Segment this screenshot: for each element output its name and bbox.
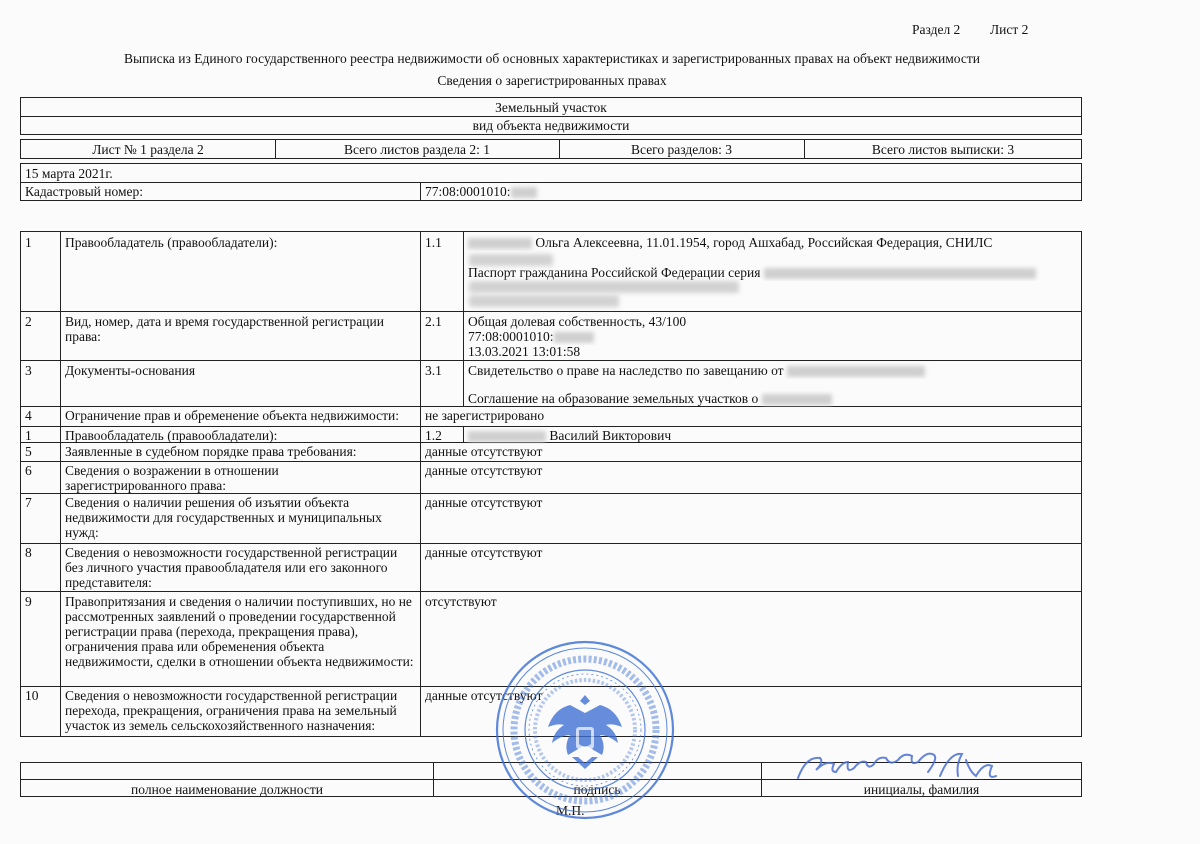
total-sections: Всего разделов: 3 <box>631 142 732 157</box>
row-1b-number: 1 <box>25 428 32 443</box>
row-8-label: Сведения о невозможности государственной регистрации без личного участия правообладателя или его законного представителя: <box>65 545 398 590</box>
row-2-reg-date: 13.03.2021 13:01:58 <box>468 344 581 359</box>
row-3-number: 3 <box>25 363 32 378</box>
row-7-label: Сведения о наличии решения об изъятии объекта недвижимости для государственных и муниципальных нужд: <box>65 495 382 540</box>
row-10-value: данные отсутствуют <box>425 688 543 703</box>
row-10-number: 10 <box>25 688 39 703</box>
object-kind-caption: вид объекта недвижимости <box>472 118 630 133</box>
position-caption: полное наименование должности <box>131 782 323 797</box>
date-cadastral-box <box>20 163 1082 201</box>
name-caption: инициалы, фамилия <box>863 782 980 797</box>
row-6-value: данные отсутствуют <box>425 463 543 478</box>
row-1b-owner: Василий Викторович <box>464 427 1081 444</box>
seal-caption: М.П. <box>556 803 585 818</box>
official-seal-stamp <box>490 635 680 825</box>
row-8-value: данные отсутствуют <box>425 545 543 560</box>
row-8-number: 8 <box>25 545 32 560</box>
row-4-number: 4 <box>25 408 32 423</box>
row-2-number: 2 <box>25 314 32 329</box>
row-4-label: Ограничение прав и обременение объекта недвижимости: <box>65 408 399 423</box>
row-9-label: Правопритязания и сведения о наличии поступивших, но не рассмотренных заявлений о проведении государственной регистрации права (перехода, прекращения права), ограничения права или обременения объекта недвижимости, сделки в отношении объекта недвижимости: <box>65 594 414 669</box>
row-3-doc-2: Соглашение на образование земельных участков о <box>464 390 1081 407</box>
cadastral-label: Кадастровый номер: <box>25 184 144 199</box>
row-5-label: Заявленные в судебном порядке права требования: <box>65 444 357 459</box>
row-3-sub: 3.1 <box>425 363 442 378</box>
sheet-label: Лист 2 <box>990 22 1029 37</box>
signature-caption: подпись <box>573 782 621 797</box>
row-7-number: 7 <box>25 495 32 510</box>
handwritten-signature <box>790 748 1030 794</box>
row-1-number: 1 <box>25 235 32 250</box>
row-9-value: отсутствуют <box>425 594 497 609</box>
row-5-value: данные отсутствуют <box>425 444 543 459</box>
row-3-doc-1: Свидетельство о праве на наследство по завещанию от <box>464 362 1081 379</box>
row-1-owner: Ольга Алексеевна, 11.01.1954, город Ашхабад, Российская Федерация, СНИЛС <box>464 234 1081 251</box>
row-4-value: не зарегистрировано <box>425 408 545 423</box>
extract-date: 15 марта 2021г. <box>25 166 113 181</box>
eagle-emblem-icon <box>548 695 622 769</box>
row-6-label: Сведения о возражении в отношении зарегистрированного права: <box>65 463 279 493</box>
row-1-label: Правообладатель (правообладатели): <box>65 235 278 250</box>
row-3-label: Документы-основания <box>65 363 196 378</box>
total-extract-sheets: Всего листов выписки: 3 <box>871 142 1015 157</box>
row-6-number: 6 <box>25 463 32 478</box>
row-1-sub: 1.1 <box>425 235 442 250</box>
sheets-row <box>20 139 1082 159</box>
row-2-right-type: Общая долевая собственность, 43/100 <box>468 314 687 329</box>
row-5-number: 5 <box>25 444 32 459</box>
row-1-passport: Паспорт гражданина Российской Федерации серия <box>464 264 1081 281</box>
row-10-label: Сведения о невозможности государственной регистрации перехода, прекращения, ограничения права на земельный участок из земель сельскохозяйственного назначения: <box>65 688 398 733</box>
object-type-box <box>20 97 1082 135</box>
row-7-value: данные отсутствуют <box>425 495 543 510</box>
document-subtitle: Сведения о зарегистрированных правах <box>437 73 667 88</box>
document-title: Выписка из Единого государственного реестра недвижимости об основных характеристиках и зарегистрированных правах на объект недвижимости <box>124 51 980 66</box>
row-2-sub: 2.1 <box>425 314 442 329</box>
row-1b-sub: 1.2 <box>425 428 442 443</box>
row-9-number: 9 <box>25 594 32 609</box>
row-1b-label: Правообладатель (правообладатели): <box>65 428 278 443</box>
cadastral-number: 77:08:0001010: <box>421 183 541 200</box>
row-2-reg-number: 77:08:0001010: <box>464 328 1081 345</box>
section-label: Раздел 2 <box>912 22 961 37</box>
total-section-sheets: Всего листов раздела 2: 1 <box>343 142 491 157</box>
sheet-of-section: Лист № 1 раздела 2 <box>92 142 204 157</box>
row-2-label: Вид, номер, дата и время государственной регистрации права: <box>65 314 384 344</box>
object-name: Земельный участок <box>495 100 607 115</box>
